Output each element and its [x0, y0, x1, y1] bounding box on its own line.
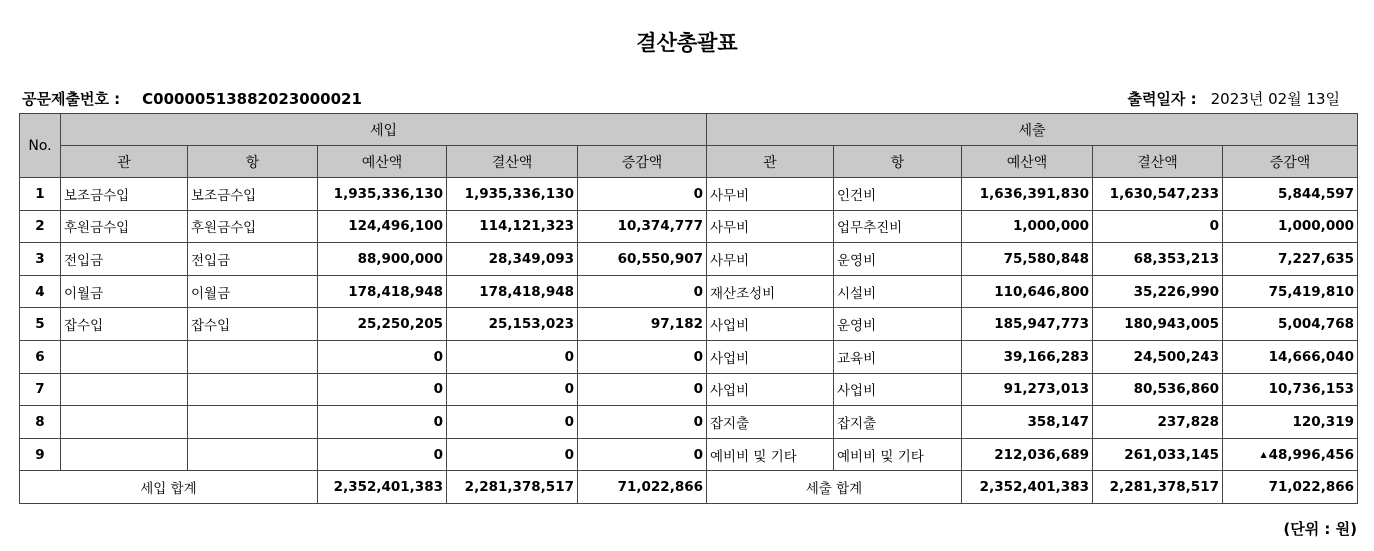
income-settlement: 0 — [447, 373, 578, 406]
income-change: 0 — [578, 373, 707, 406]
table-row — [20, 373, 1358, 406]
expense-change — [1223, 438, 1358, 471]
income-change: 97,182 — [578, 308, 707, 341]
income-settlement: 0 — [447, 406, 578, 439]
expense-settlement: 68,353,213 — [1093, 243, 1223, 276]
print-date-value: 2023년 02월 13일 — [1210, 90, 1340, 108]
expense-budget: 185,947,773 — [962, 308, 1093, 341]
expense-change — [1223, 308, 1358, 341]
col-header-income-budget: 예산액 — [318, 146, 447, 178]
col-header-income-hang: 항 — [188, 146, 318, 178]
income-settlement: 1,935,336,130 — [447, 178, 578, 211]
expense-change — [1223, 340, 1358, 373]
row-no: 8 — [20, 406, 61, 439]
expense-budget: 110,646,800 — [962, 275, 1093, 308]
income-gwan: 후원금수입 — [61, 210, 188, 243]
income-hang — [188, 373, 318, 406]
col-group-income: 세입 — [61, 114, 707, 146]
expense-settlement: 1,630,547,233 — [1093, 178, 1223, 211]
header-row-columns — [20, 146, 1358, 178]
expense-hang: 잡지출 — [834, 406, 962, 439]
col-header-expense-hang: 항 — [834, 146, 962, 178]
table-row — [20, 178, 1358, 211]
expense-change-value: 75,419,810 — [1268, 283, 1354, 300]
expense-budget: 1,000,000 — [962, 210, 1093, 243]
expense-budget: 39,166,283 — [962, 340, 1093, 373]
expense-settlement: 0 — [1093, 210, 1223, 243]
expense-gwan: 사무비 — [707, 178, 834, 211]
expense-gwan: 재산조성비 — [707, 275, 834, 308]
income-settlement: 178,418,948 — [447, 275, 578, 308]
expense-settlement: 24,500,243 — [1093, 340, 1223, 373]
expense-budget: 1,636,391,830 — [962, 178, 1093, 211]
income-budget: 178,418,948 — [318, 275, 447, 308]
settlement-summary-table — [19, 113, 1358, 504]
expense-change-value: 1,000,000 — [1277, 218, 1354, 235]
col-header-income-settlement: 결산액 — [447, 146, 578, 178]
expense-gwan: 사무비 — [707, 243, 834, 276]
expense-change-value: 5,004,768 — [1277, 316, 1354, 333]
income-total-budget: 2,352,401,383 — [318, 471, 447, 504]
row-no: 5 — [20, 308, 61, 341]
row-no: 6 — [20, 340, 61, 373]
income-total-settlement: 2,281,378,517 — [447, 471, 578, 504]
expense-change — [1223, 210, 1358, 243]
expense-total-budget: 2,352,401,383 — [962, 471, 1093, 504]
income-change: 60,550,907 — [578, 243, 707, 276]
income-budget: 124,496,100 — [318, 210, 447, 243]
col-header-expense-budget: 예산액 — [962, 146, 1093, 178]
income-budget: 0 — [318, 438, 447, 471]
expense-change — [1223, 406, 1358, 439]
income-settlement: 114,121,323 — [447, 210, 578, 243]
expense-hang: 예비비 및 기타 — [834, 438, 962, 471]
expense-hang: 운영비 — [834, 308, 962, 341]
income-change: 0 — [578, 178, 707, 211]
expense-hang: 인건비 — [834, 178, 962, 211]
expense-change-value: 10,736,153 — [1268, 381, 1354, 398]
expense-gwan: 예비비 및 기타 — [707, 438, 834, 471]
doc-number-line — [22, 88, 362, 109]
expense-settlement: 180,943,005 — [1093, 308, 1223, 341]
page-title: 결산총괄표 — [636, 31, 738, 55]
doc-number-value: C00000513882023000021 — [142, 90, 362, 108]
income-budget: 1,935,336,130 — [318, 178, 447, 211]
income-change: 0 — [578, 275, 707, 308]
income-hang: 이월금 — [188, 275, 318, 308]
col-header-expense-gwan: 관 — [707, 146, 834, 178]
income-budget: 88,900,000 — [318, 243, 447, 276]
expense-settlement: 261,033,145 — [1093, 438, 1223, 471]
expense-settlement: 80,536,860 — [1093, 373, 1223, 406]
income-hang: 전입금 — [188, 243, 318, 276]
income-budget: 0 — [318, 340, 447, 373]
expense-hang: 업무추진비 — [834, 210, 962, 243]
expense-change — [1223, 243, 1358, 276]
expense-hang: 운영비 — [834, 243, 962, 276]
income-change: 0 — [578, 438, 707, 471]
income-settlement: 25,153,023 — [447, 308, 578, 341]
table-row — [20, 438, 1358, 471]
table-row — [20, 308, 1358, 341]
expense-budget: 75,580,848 — [962, 243, 1093, 276]
income-change: 10,374,777 — [578, 210, 707, 243]
expense-change-value: 7,227,635 — [1277, 250, 1354, 267]
expense-change — [1223, 178, 1358, 211]
col-header-income-change: 증감액 — [578, 146, 707, 178]
col-header-expense-change: 증감액 — [1223, 146, 1358, 178]
header-row-groups — [20, 114, 1358, 146]
expense-hang: 사업비 — [834, 373, 962, 406]
row-no: 9 — [20, 438, 61, 471]
income-gwan — [61, 373, 188, 406]
income-budget: 25,250,205 — [318, 308, 447, 341]
income-hang: 보조금수입 — [188, 178, 318, 211]
expense-gwan: 사무비 — [707, 210, 834, 243]
expense-settlement: 35,226,990 — [1093, 275, 1223, 308]
income-hang — [188, 340, 318, 373]
income-hang — [188, 438, 318, 471]
income-total-change: 71,022,866 — [578, 471, 707, 504]
expense-change — [1223, 373, 1358, 406]
doc-number-label: 공문제출번호 : — [22, 90, 121, 108]
col-header-income-gwan: 관 — [61, 146, 188, 178]
income-hang: 잡수입 — [188, 308, 318, 341]
income-hang: 후원금수입 — [188, 210, 318, 243]
expense-total-label: 세출 합계 — [707, 471, 962, 504]
print-date-line — [1127, 88, 1340, 109]
income-budget: 0 — [318, 373, 447, 406]
expense-total-change: 71,022,866 — [1223, 471, 1358, 504]
row-no: 2 — [20, 210, 61, 243]
income-gwan — [61, 438, 188, 471]
expense-change-value: 14,666,040 — [1268, 348, 1354, 365]
expense-total-settlement: 2,281,378,517 — [1093, 471, 1223, 504]
income-gwan: 잡수입 — [61, 308, 188, 341]
expense-change — [1223, 275, 1358, 308]
col-group-expense: 세출 — [707, 114, 1358, 146]
row-no: 1 — [20, 178, 61, 211]
expense-change-value: 5,844,597 — [1277, 185, 1354, 202]
col-header-expense-settlement: 결산액 — [1093, 146, 1223, 178]
unit-note: (단위 : 원) — [1283, 520, 1357, 538]
expense-budget: 91,273,013 — [962, 373, 1093, 406]
income-change: 0 — [578, 340, 707, 373]
table-row — [20, 275, 1358, 308]
expense-change-value: 120,319 — [1292, 413, 1354, 430]
table-row — [20, 210, 1358, 243]
row-no: 4 — [20, 275, 61, 308]
expense-gwan: 사업비 — [707, 340, 834, 373]
income-change: 0 — [578, 406, 707, 439]
row-no: 3 — [20, 243, 61, 276]
income-settlement: 28,349,093 — [447, 243, 578, 276]
income-settlement: 0 — [447, 438, 578, 471]
income-gwan: 전입금 — [61, 243, 188, 276]
income-hang — [188, 406, 318, 439]
expense-hang: 교육비 — [834, 340, 962, 373]
expense-gwan: 사업비 — [707, 373, 834, 406]
income-budget: 0 — [318, 406, 447, 439]
expense-gwan: 잡지출 — [707, 406, 834, 439]
expense-settlement: 237,828 — [1093, 406, 1223, 439]
expense-budget: 212,036,689 — [962, 438, 1093, 471]
expense-hang: 시설비 — [834, 275, 962, 308]
table-row — [20, 406, 1358, 439]
income-gwan: 보조금수입 — [61, 178, 188, 211]
table-row — [20, 243, 1358, 276]
expense-gwan: 사업비 — [707, 308, 834, 341]
expense-budget: 358,147 — [962, 406, 1093, 439]
totals-row — [20, 471, 1358, 504]
expense-change-value: 48,996,456 — [1268, 446, 1354, 463]
row-no: 7 — [20, 373, 61, 406]
table-row — [20, 340, 1358, 373]
triangle-up-icon: ▲ — [1260, 449, 1267, 459]
print-date-label: 출력일자 : — [1127, 90, 1197, 108]
income-settlement: 0 — [447, 340, 578, 373]
income-gwan — [61, 406, 188, 439]
income-gwan: 이월금 — [61, 275, 188, 308]
income-gwan — [61, 340, 188, 373]
income-total-label: 세입 합계 — [20, 471, 318, 504]
col-header-no: No. — [20, 114, 61, 178]
